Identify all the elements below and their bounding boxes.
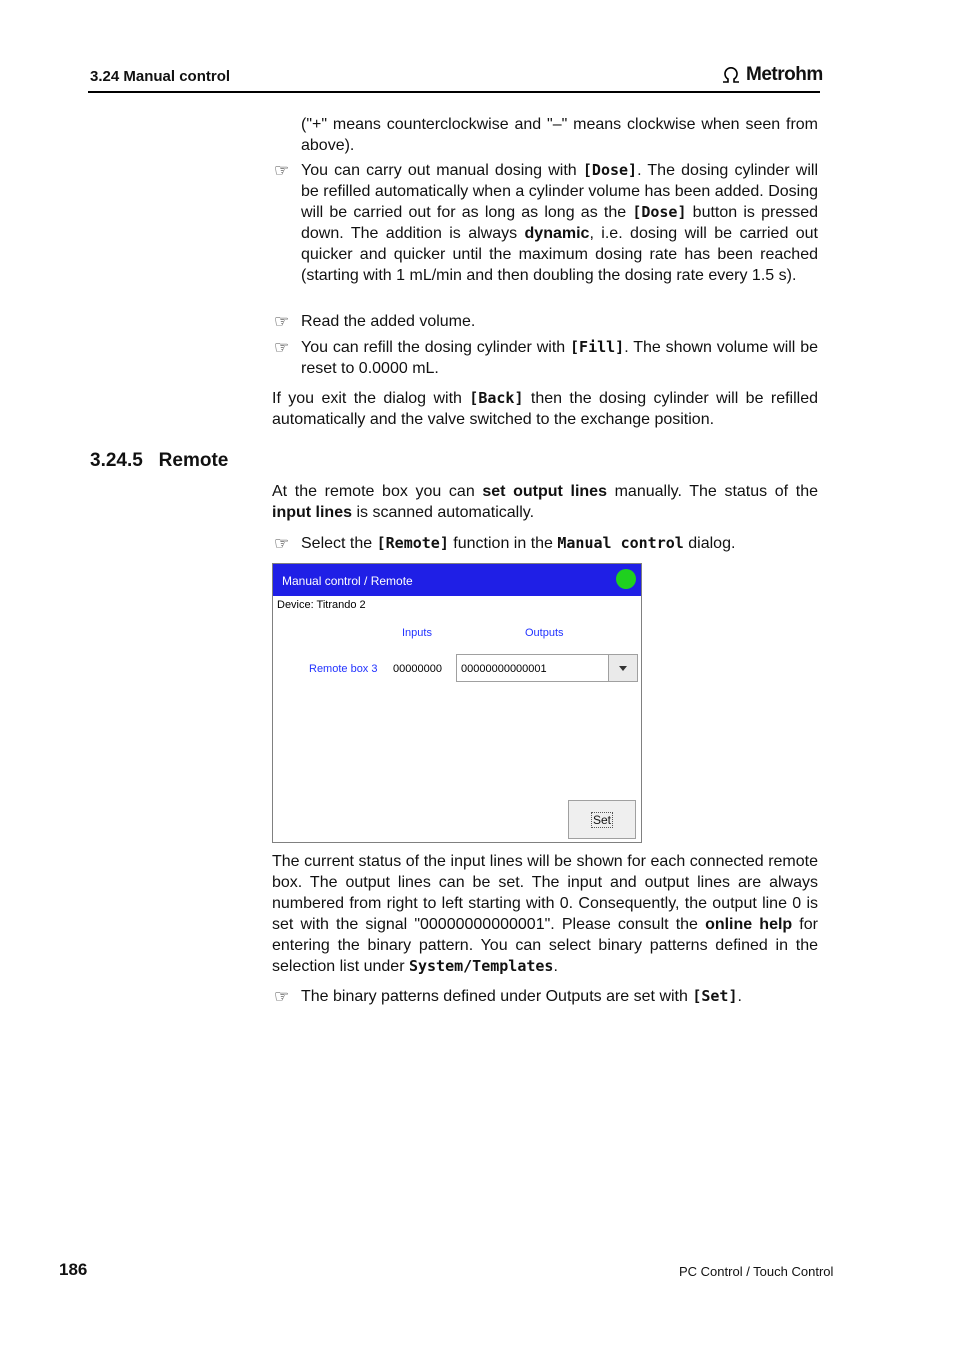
remote-paragraph: At the remote box you can set output lines manually. The status of the input lines is scanned automatically.	[272, 483, 818, 521]
running-header-section: 3.24 Manual control	[90, 68, 231, 85]
status-paragraph: The current status of the input lines will be shown for each connected remote box. The output lines can be set. The input and output lines are always numbered from right to left starting with 0. Consequently, the output line 0 is set with the signal "00000000000001". Please consult the online help for entering the binary pattern. You can select binary patterns defined in the selection list under System/Templates.	[272, 853, 818, 975]
section-heading: 3.24.5 Remote	[90, 450, 229, 471]
set-button-label: Set	[592, 812, 611, 827]
brand-logo	[720, 64, 823, 86]
bullet-select-remote: ☞ Select the [Remote] function in the Manual control dialog.	[274, 534, 736, 553]
chevron-down-icon	[619, 666, 627, 671]
inputs-value: 00000000	[393, 663, 442, 675]
remote-box-label: Remote box 3	[309, 663, 378, 675]
intro-paragraph: ("+" means counterclockwise and "–" means clockwise when seen from above).	[301, 116, 818, 154]
remote-dialog	[272, 563, 642, 843]
header-rule	[88, 91, 820, 93]
pointing-hand-icon: ☞	[274, 987, 290, 1006]
device-label: Device: Titrando 2	[277, 599, 366, 611]
bullet-set-patterns: ☞ The binary patterns defined under Outputs are set with [Set].	[274, 987, 742, 1006]
pointing-hand-icon: ☞	[274, 312, 290, 331]
brand-name: Metrohm	[746, 64, 823, 85]
page-number: 186	[59, 1260, 88, 1279]
dropdown-button[interactable]	[608, 655, 637, 681]
outputs-select[interactable]	[456, 654, 638, 682]
exit-paragraph: If you exit the dialog with [Back] then the dosing cylinder will be refilled automatically and the valve switched to the exchange position.	[272, 389, 818, 428]
outputs-select-value: 00000000000001	[461, 663, 547, 675]
bullet-read-volume: ☞ Read the added volume.	[274, 312, 476, 331]
remote-key: [Remote]	[376, 534, 449, 552]
dialog-title: Manual control / Remote	[282, 574, 413, 588]
back-key: [Back]	[469, 389, 524, 407]
bullet-dose: ☞ You can carry out manual dosing with [Dose]. The dosing cylinder will be refilled automatically when a cylinder volume has been added. Dosing will be carried out for as long as long as the [Dose] button is pressed down. The addition is always dynamic, i.e. dosing will be carried out quicker and quicker until the maximum dosing rate has been reached (starting with 1 mL/min and then doubling the dosing rate every 1.5 s).	[274, 161, 819, 284]
dose-key: [Dose]	[582, 161, 638, 179]
outputs-column-header: Outputs	[525, 627, 564, 639]
set-key: [Set]	[692, 987, 738, 1005]
dose-key-2: [Dose]	[632, 203, 687, 221]
manual-control-key: Manual control	[557, 534, 684, 552]
metrohm-omega-icon	[720, 66, 742, 84]
pointing-hand-icon: ☞	[274, 161, 290, 180]
status-indicator-icon	[616, 569, 636, 589]
bullet-fill: ☞ You can refill the dosing cylinder with [Fill]. The shown volume will be reset to 0.0000 mL.	[274, 338, 818, 377]
pointing-hand-icon: ☞	[274, 338, 290, 357]
system-templates-key: System/Templates	[408, 957, 554, 975]
inputs-column-header: Inputs	[402, 627, 432, 639]
dialog-titlebar	[273, 564, 641, 596]
footer-title: PC Control / Touch Control	[679, 1264, 834, 1279]
set-button[interactable]	[568, 800, 636, 839]
pointing-hand-icon: ☞	[274, 534, 290, 553]
fill-key: [Fill]	[570, 338, 625, 356]
